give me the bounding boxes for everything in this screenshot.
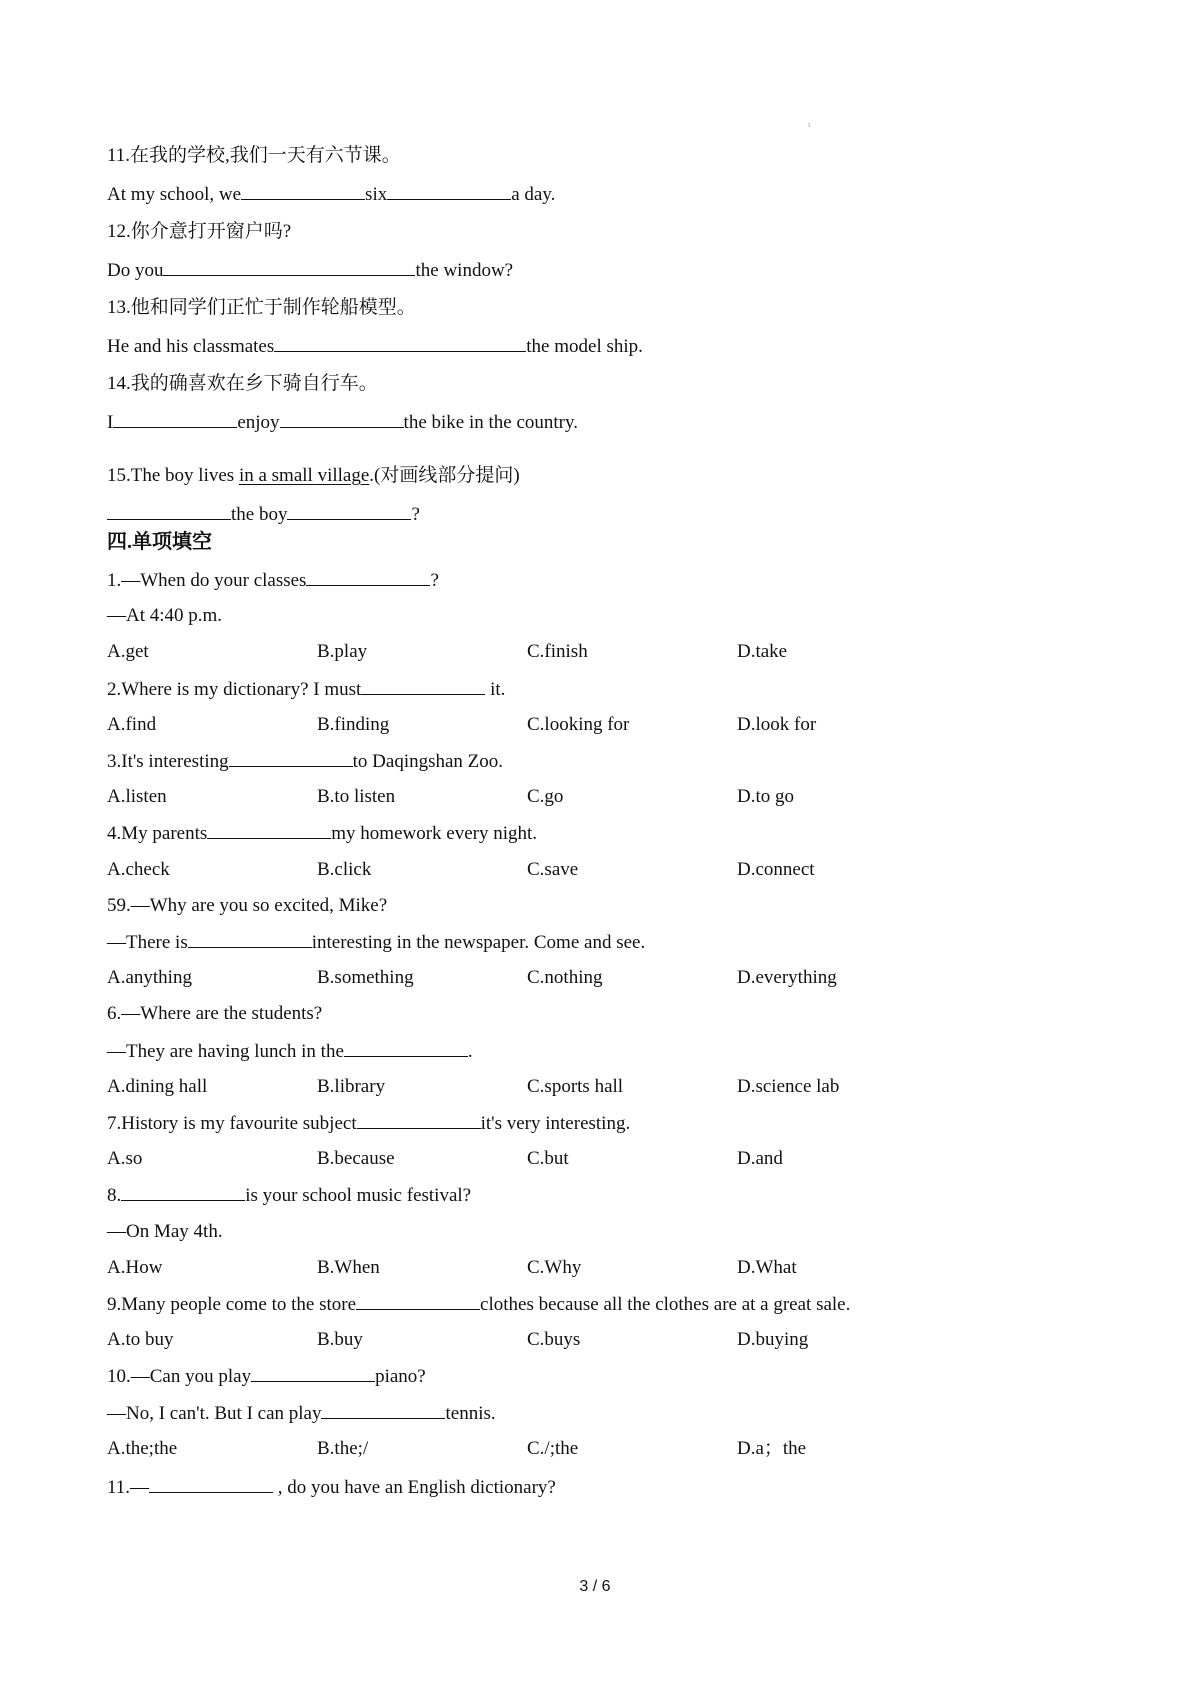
question-6-line: —They are having lunch in the . [107, 1041, 473, 1062]
option-c[interactable]: C.go [527, 786, 564, 807]
question-7-line: 7.History is my favourite subject it's very interesting. [107, 1113, 631, 1134]
option-b[interactable]: B.something [317, 967, 414, 988]
question-1-line: 1.—When do your classes ? [107, 570, 439, 591]
option-a[interactable]: A.dining hall [107, 1076, 208, 1097]
option-b[interactable]: B.because [317, 1148, 395, 1169]
question-2-line: 2.Where is my dictionary? I must it. [107, 679, 506, 700]
option-d[interactable]: D.take [737, 641, 788, 662]
option-a[interactable]: A.the;the [107, 1438, 178, 1459]
question-11-line: 11.— , do you have an English dictionary? [107, 1477, 556, 1498]
option-d[interactable]: D.buying [737, 1329, 809, 1350]
translation-item-answer: He and his classmates the model ship. [107, 336, 643, 357]
option-d[interactable]: D.and [737, 1148, 783, 1169]
option-d[interactable]: D.science lab [737, 1076, 840, 1097]
question-5-line: —There is interesting in the newspaper. Come and see. [107, 932, 646, 953]
option-b[interactable]: B.the;/ [317, 1438, 369, 1459]
option-d[interactable]: D.a；the [737, 1438, 807, 1459]
translation-item-prompt: 14.我的确喜欢在乡下骑自行车。 [107, 373, 378, 394]
answer-blank[interactable] [251, 1364, 375, 1382]
answer-blank[interactable] [357, 1111, 481, 1129]
question-3-line: 3.It's interesting to Daqingshan Zoo. [107, 751, 504, 772]
page-number: 3 / 6 [579, 1578, 611, 1595]
answer-blank[interactable] [113, 410, 237, 428]
answer-blank[interactable] [321, 1401, 445, 1419]
option-a[interactable]: A.so [107, 1148, 143, 1169]
translation-item-prompt: 13.他和同学们正忙于制作轮船模型。 [107, 297, 416, 318]
option-a[interactable]: A.to buy [107, 1329, 174, 1350]
option-a[interactable]: A.anything [107, 967, 192, 988]
translation-item-15-prompt: 15.The boy lives in a small village.(对画线部分提问) [107, 465, 520, 486]
translation-item-answer: Do you the window? [107, 260, 514, 281]
option-c[interactable]: C.Why [527, 1257, 582, 1278]
option-b[interactable]: B.finding [317, 714, 390, 735]
question-9-line: 9.Many people come to the store clothes because all the clothes are at a great sale. [107, 1294, 851, 1315]
underlined-phrase: in a small village [238, 465, 370, 486]
option-b[interactable]: B.play [317, 641, 368, 662]
answer-blank[interactable] [121, 1183, 245, 1201]
question-1-line: —At 4:40 p.m. [107, 605, 223, 626]
answer-blank[interactable] [274, 334, 526, 352]
option-a[interactable]: A.get [107, 641, 149, 662]
section-title: 四.单项填空 [107, 531, 212, 553]
option-d[interactable]: D.connect [737, 859, 815, 880]
answer-blank[interactable] [280, 410, 404, 428]
answer-blank[interactable] [241, 182, 365, 200]
question-8-line: —On May 4th. [107, 1221, 223, 1242]
answer-blank[interactable] [207, 821, 331, 839]
answer-blank[interactable] [344, 1039, 468, 1057]
option-b[interactable]: B.click [317, 859, 372, 880]
option-d[interactable]: D.look for [737, 714, 817, 735]
option-b[interactable]: B.to listen [317, 786, 396, 807]
option-c[interactable]: C.sports hall [527, 1076, 624, 1097]
answer-blank[interactable] [229, 749, 353, 767]
option-d[interactable]: D.What [737, 1257, 797, 1278]
answer-blank[interactable] [387, 182, 511, 200]
answer-blank[interactable] [306, 568, 430, 586]
option-a[interactable]: A.find [107, 714, 157, 735]
option-b[interactable]: B.When [317, 1257, 380, 1278]
translation-item-prompt: 11.在我的学校,我们一天有六节课。 [107, 145, 401, 166]
option-c[interactable]: C.buys [527, 1329, 581, 1350]
option-c[interactable]: C.looking for [527, 714, 630, 735]
option-a[interactable]: A.How [107, 1257, 163, 1278]
option-c[interactable]: C.finish [527, 641, 588, 662]
corner-mark: ı [808, 120, 811, 129]
option-a[interactable]: A.listen [107, 786, 167, 807]
question-8-line: 8. is your school music festival? [107, 1185, 472, 1206]
option-c[interactable]: C.nothing [527, 967, 603, 988]
answer-blank[interactable] [361, 677, 485, 695]
translation-item-prompt: 12.你介意打开窗户吗? [107, 221, 292, 242]
question-5-line: 59.—Why are you so excited, Mike? [107, 895, 388, 916]
option-c[interactable]: C.but [527, 1148, 569, 1169]
option-c[interactable]: C./;the [527, 1438, 579, 1459]
translation-item-answer: At my school, we six a day. [107, 184, 556, 205]
answer-blank[interactable] [356, 1292, 480, 1310]
question-4-line: 4.My parents my homework every night. [107, 823, 538, 844]
option-b[interactable]: B.buy [317, 1329, 363, 1350]
answer-blank[interactable] [163, 258, 415, 276]
option-b[interactable]: B.library [317, 1076, 386, 1097]
answer-blank[interactable] [287, 502, 411, 520]
option-a[interactable]: A.check [107, 859, 170, 880]
translation-item-15-answer: the boy ? [107, 502, 420, 527]
question-10-line: —No, I can't. But I can play tennis. [107, 1403, 496, 1424]
question-6-line: 6.—Where are the students? [107, 1003, 323, 1024]
translation-item-answer: I enjoy the bike in the country. [107, 412, 579, 433]
option-d[interactable]: D.to go [737, 786, 794, 807]
answer-blank[interactable] [188, 930, 312, 948]
option-c[interactable]: C.save [527, 859, 579, 880]
answer-blank[interactable] [107, 502, 231, 520]
question-10-line: 10.—Can you play piano? [107, 1366, 426, 1387]
option-d[interactable]: D.everything [737, 967, 837, 988]
answer-blank[interactable] [149, 1475, 273, 1493]
